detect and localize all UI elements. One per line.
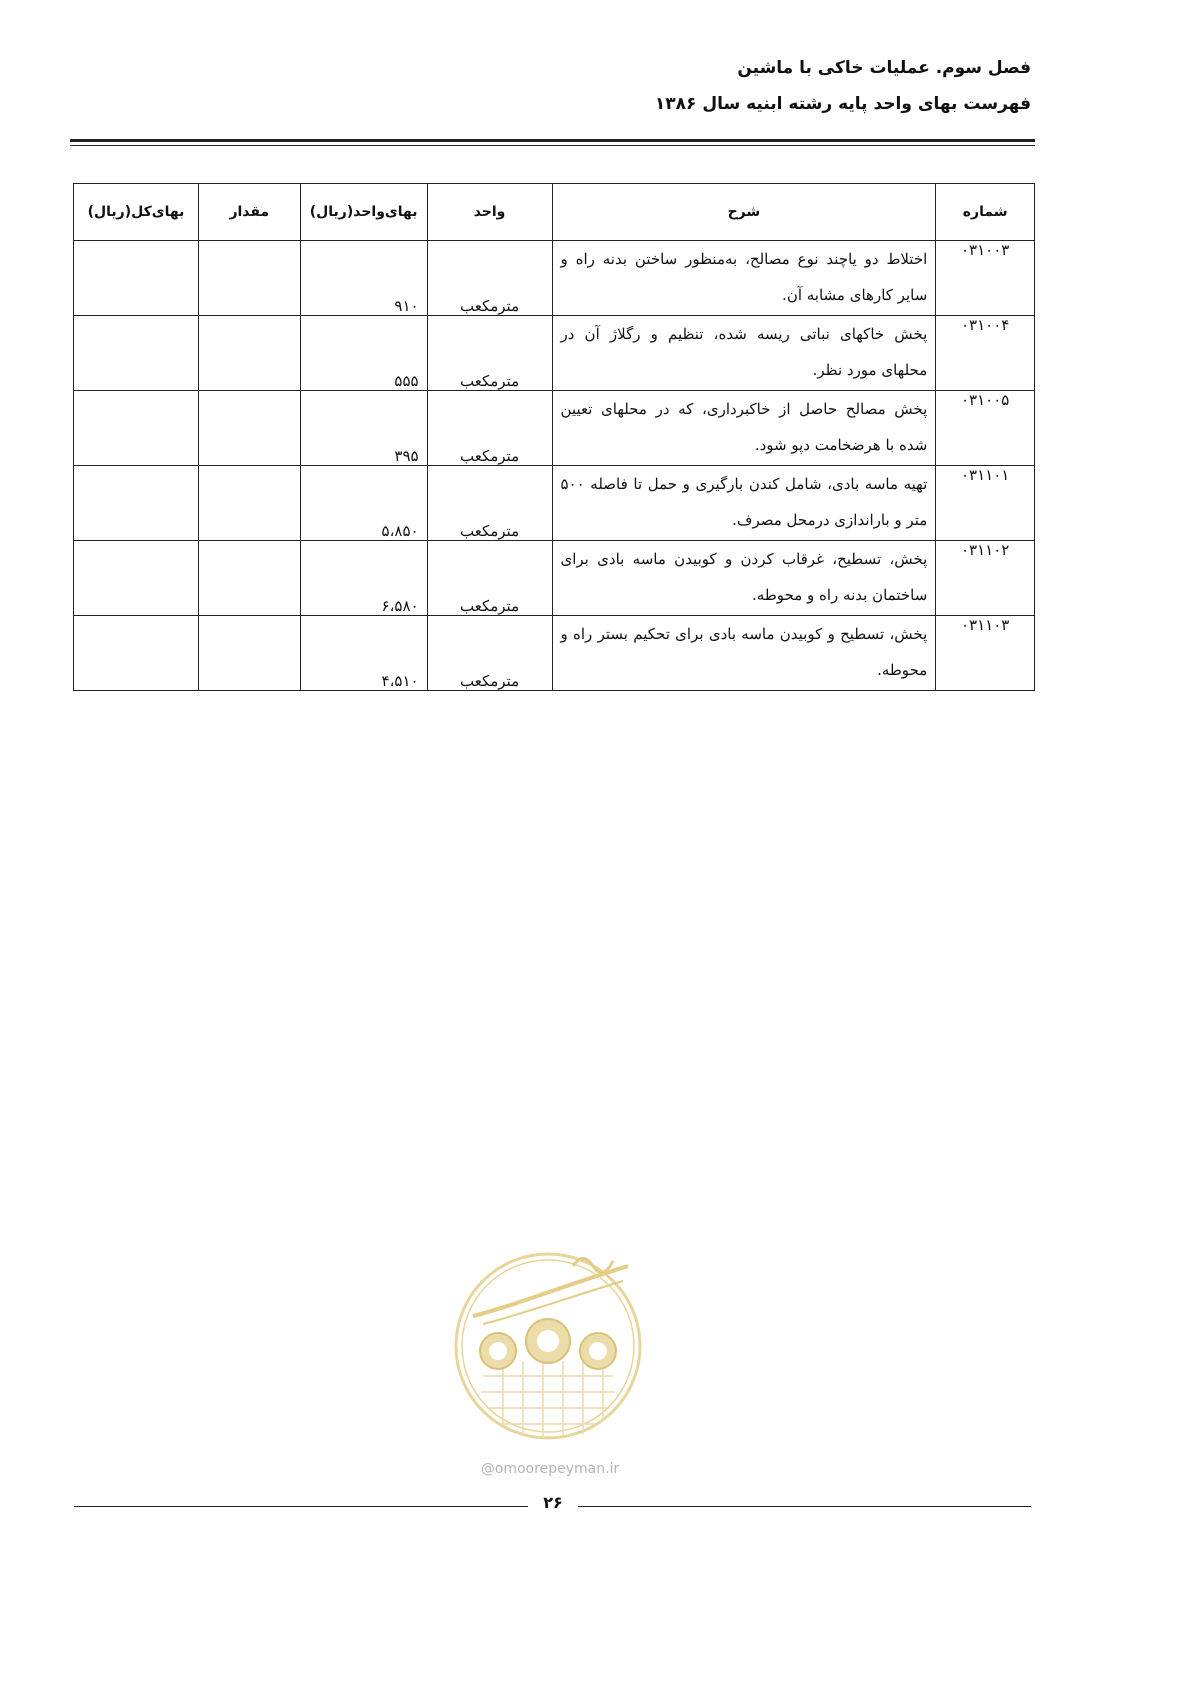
table-row [74,616,1035,691]
watermark-logo-icon [453,1236,643,1456]
item-quantity [198,616,300,691]
item-unit-price: ۹۱۰ [300,241,427,316]
item-unit: مترمکعب [427,616,552,691]
item-quantity [198,541,300,616]
item-number: ۰۳۱۱۰۳ [936,616,1035,691]
item-unit-price: ۶،۵۸۰ [300,541,427,616]
item-total-price [74,541,199,616]
chapter-title: فصل سوم. عملیات خاکی با ماشین [737,58,1031,78]
table-row [74,541,1035,616]
item-description: پخش، تسطیح، غرقاب کردن و کوبیدن ماسه بادی برای ساختمان بدنه راه و محوطه. [552,541,936,616]
item-number: ۰۳۱۱۰۲ [936,541,1035,616]
watermark-caption: @omoorepeyman.ir [480,1461,620,1477]
item-total-price [74,466,199,541]
item-total-price [74,616,199,691]
header-rule-thin [70,145,1035,146]
item-quantity [198,466,300,541]
item-unit: مترمکعب [427,316,552,391]
item-unit-price: ۵،۸۵۰ [300,466,427,541]
item-number: ۰۳۱۰۰۵ [936,391,1035,466]
table-row [74,391,1035,466]
item-unit-price: ۴،۵۱۰ [300,616,427,691]
list-title: فهرست بهای واحد پایه رشته ابنیه سال ۱۳۸۶ [654,94,1031,114]
table-row [74,466,1035,541]
item-description: پخش خاکهای نباتی ریسه شده، تنظیم و رگلاژ آن در محلهای مورد نظر. [552,316,936,391]
item-number: ۰۳۱۰۰۴ [936,316,1035,391]
item-quantity [198,241,300,316]
item-description: پخش، تسطیح و کوبیدن ماسه بادی برای تحکیم بستر راه و محوطه. [552,616,936,691]
item-number: ۰۳۱۱۰۱ [936,466,1035,541]
item-unit: مترمکعب [427,241,552,316]
footer-rule-left [74,1506,528,1507]
page-number: ۲۶ [543,1493,563,1512]
header-unit: واحد [427,184,552,241]
item-number: ۰۳۱۰۰۳ [936,241,1035,316]
table-row [74,316,1035,391]
watermark-logo [453,1236,643,1456]
item-total-price [74,391,199,466]
item-description: تهیه ماسه بادی، شامل کندن بارگیری و حمل تا فاصله ۵۰۰ متر و باراندازی درمحل مصرف. [552,466,936,541]
header-unit-price: بهای‌واحد(ریال) [300,184,427,241]
item-total-price [74,241,199,316]
item-description: اختلاط دو یاچند نوع مصالح، به‌منظور ساختن بدنه راه و سایر کارهای مشابه آن. [552,241,936,316]
header-quantity: مقدار [198,184,300,241]
item-unit: مترمکعب [427,541,552,616]
price-list-table [73,183,1035,691]
header-number: شماره [936,184,1035,241]
item-unit: مترمکعب [427,391,552,466]
header-description: شرح [552,184,936,241]
item-unit-price: ۵۵۵ [300,316,427,391]
table-header-row [74,184,1035,241]
table-row [74,241,1035,316]
item-quantity [198,391,300,466]
header-total-price: بهای‌کل(ریال) [74,184,199,241]
item-unit-price: ۳۹۵ [300,391,427,466]
page-header [655,58,1031,114]
item-quantity [198,316,300,391]
header-rule-thick [70,139,1035,142]
item-unit: مترمکعب [427,466,552,541]
item-total-price [74,316,199,391]
footer-rule-right [578,1506,1031,1507]
item-description: پخش مصالح حاصل از خاکبرداری، که در محلهای تعیین شده با هرضخامت دپو شود. [552,391,936,466]
